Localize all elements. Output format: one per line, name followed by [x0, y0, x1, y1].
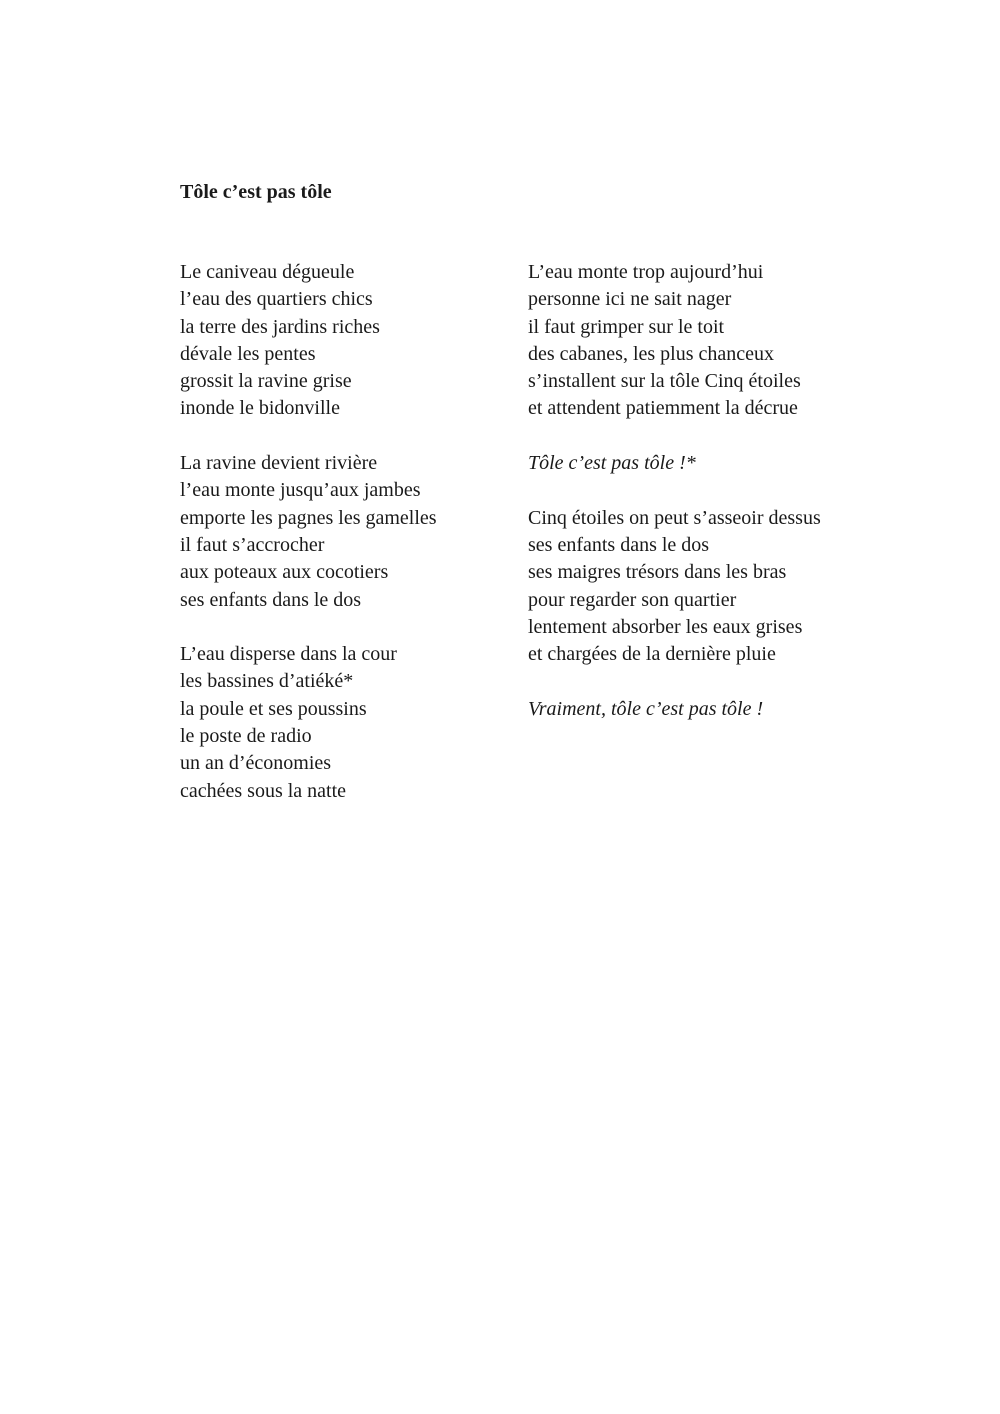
verse-line: emporte les pagnes les gamelles — [180, 506, 437, 529]
refrain-line: Tôle c’est pas tôle !* — [528, 452, 696, 475]
verse-line: le poste de radio — [180, 725, 312, 748]
verse-line: un an d’économies — [180, 752, 332, 775]
verse-line: la terre des jardins riches — [180, 315, 380, 338]
verse-line: Le caniveau dégueule — [180, 261, 355, 283]
verse-line: pour regarder son quartier — [528, 588, 737, 611]
verse-line: la poule et ses poussins — [180, 697, 367, 720]
verse-line: Cinq étoiles on peut s’asseoir dessus — [528, 506, 821, 529]
verse-line: il faut grimper sur le toit — [528, 315, 725, 338]
verse-line: inonde le bidonville — [180, 397, 340, 420]
verse-line: ses maigres trésors dans les bras — [528, 561, 787, 584]
verse-line: ses enfants dans le dos — [528, 533, 710, 556]
refrain-stanza — [528, 450, 888, 477]
verse-line: il faut s’accrocher — [180, 533, 325, 556]
verse-line: lentement absorber les eaux grises — [528, 615, 803, 638]
verse-line: et attendent patiemment la décrue — [528, 397, 798, 420]
verse-line: et chargées de la dernière pluie — [528, 643, 776, 666]
stanza — [180, 641, 520, 805]
verse-line: des cabanes, les plus chanceux — [528, 342, 775, 365]
stanza — [180, 259, 520, 423]
poem-title: Tôle c’est pas tôle — [180, 181, 332, 203]
stanza — [180, 450, 520, 614]
verse-line: ses enfants dans le dos — [180, 588, 362, 611]
verse-line: La ravine devient rivière — [180, 452, 378, 475]
verse-line: l’eau monte jusqu’aux jambes — [180, 479, 421, 502]
verse-line: L’eau monte trop aujourd’hui — [528, 261, 764, 283]
verse-line: dévale les pentes — [180, 342, 316, 365]
refrain-line: Vraiment, tôle c’est pas tôle ! — [528, 697, 764, 720]
stanza — [528, 505, 888, 669]
left-column — [180, 259, 520, 832]
verse-line: cachées sous la natte — [180, 779, 347, 802]
right-column — [528, 259, 888, 750]
verse-line: s’installent sur la tôle Cinq étoiles — [528, 370, 801, 393]
stanza — [528, 259, 888, 423]
verse-line: L’eau disperse dans la cour — [180, 643, 397, 666]
verse-line: aux poteaux aux cocotiers — [180, 561, 389, 584]
verse-line: personne ici ne sait nager — [528, 288, 732, 311]
closing-refrain-stanza — [528, 696, 888, 723]
verse-line: les bassines d’atiéké* — [180, 670, 354, 693]
verse-line: grossit la ravine grise — [180, 370, 352, 393]
verse-line: l’eau des quartiers chics — [180, 288, 373, 311]
